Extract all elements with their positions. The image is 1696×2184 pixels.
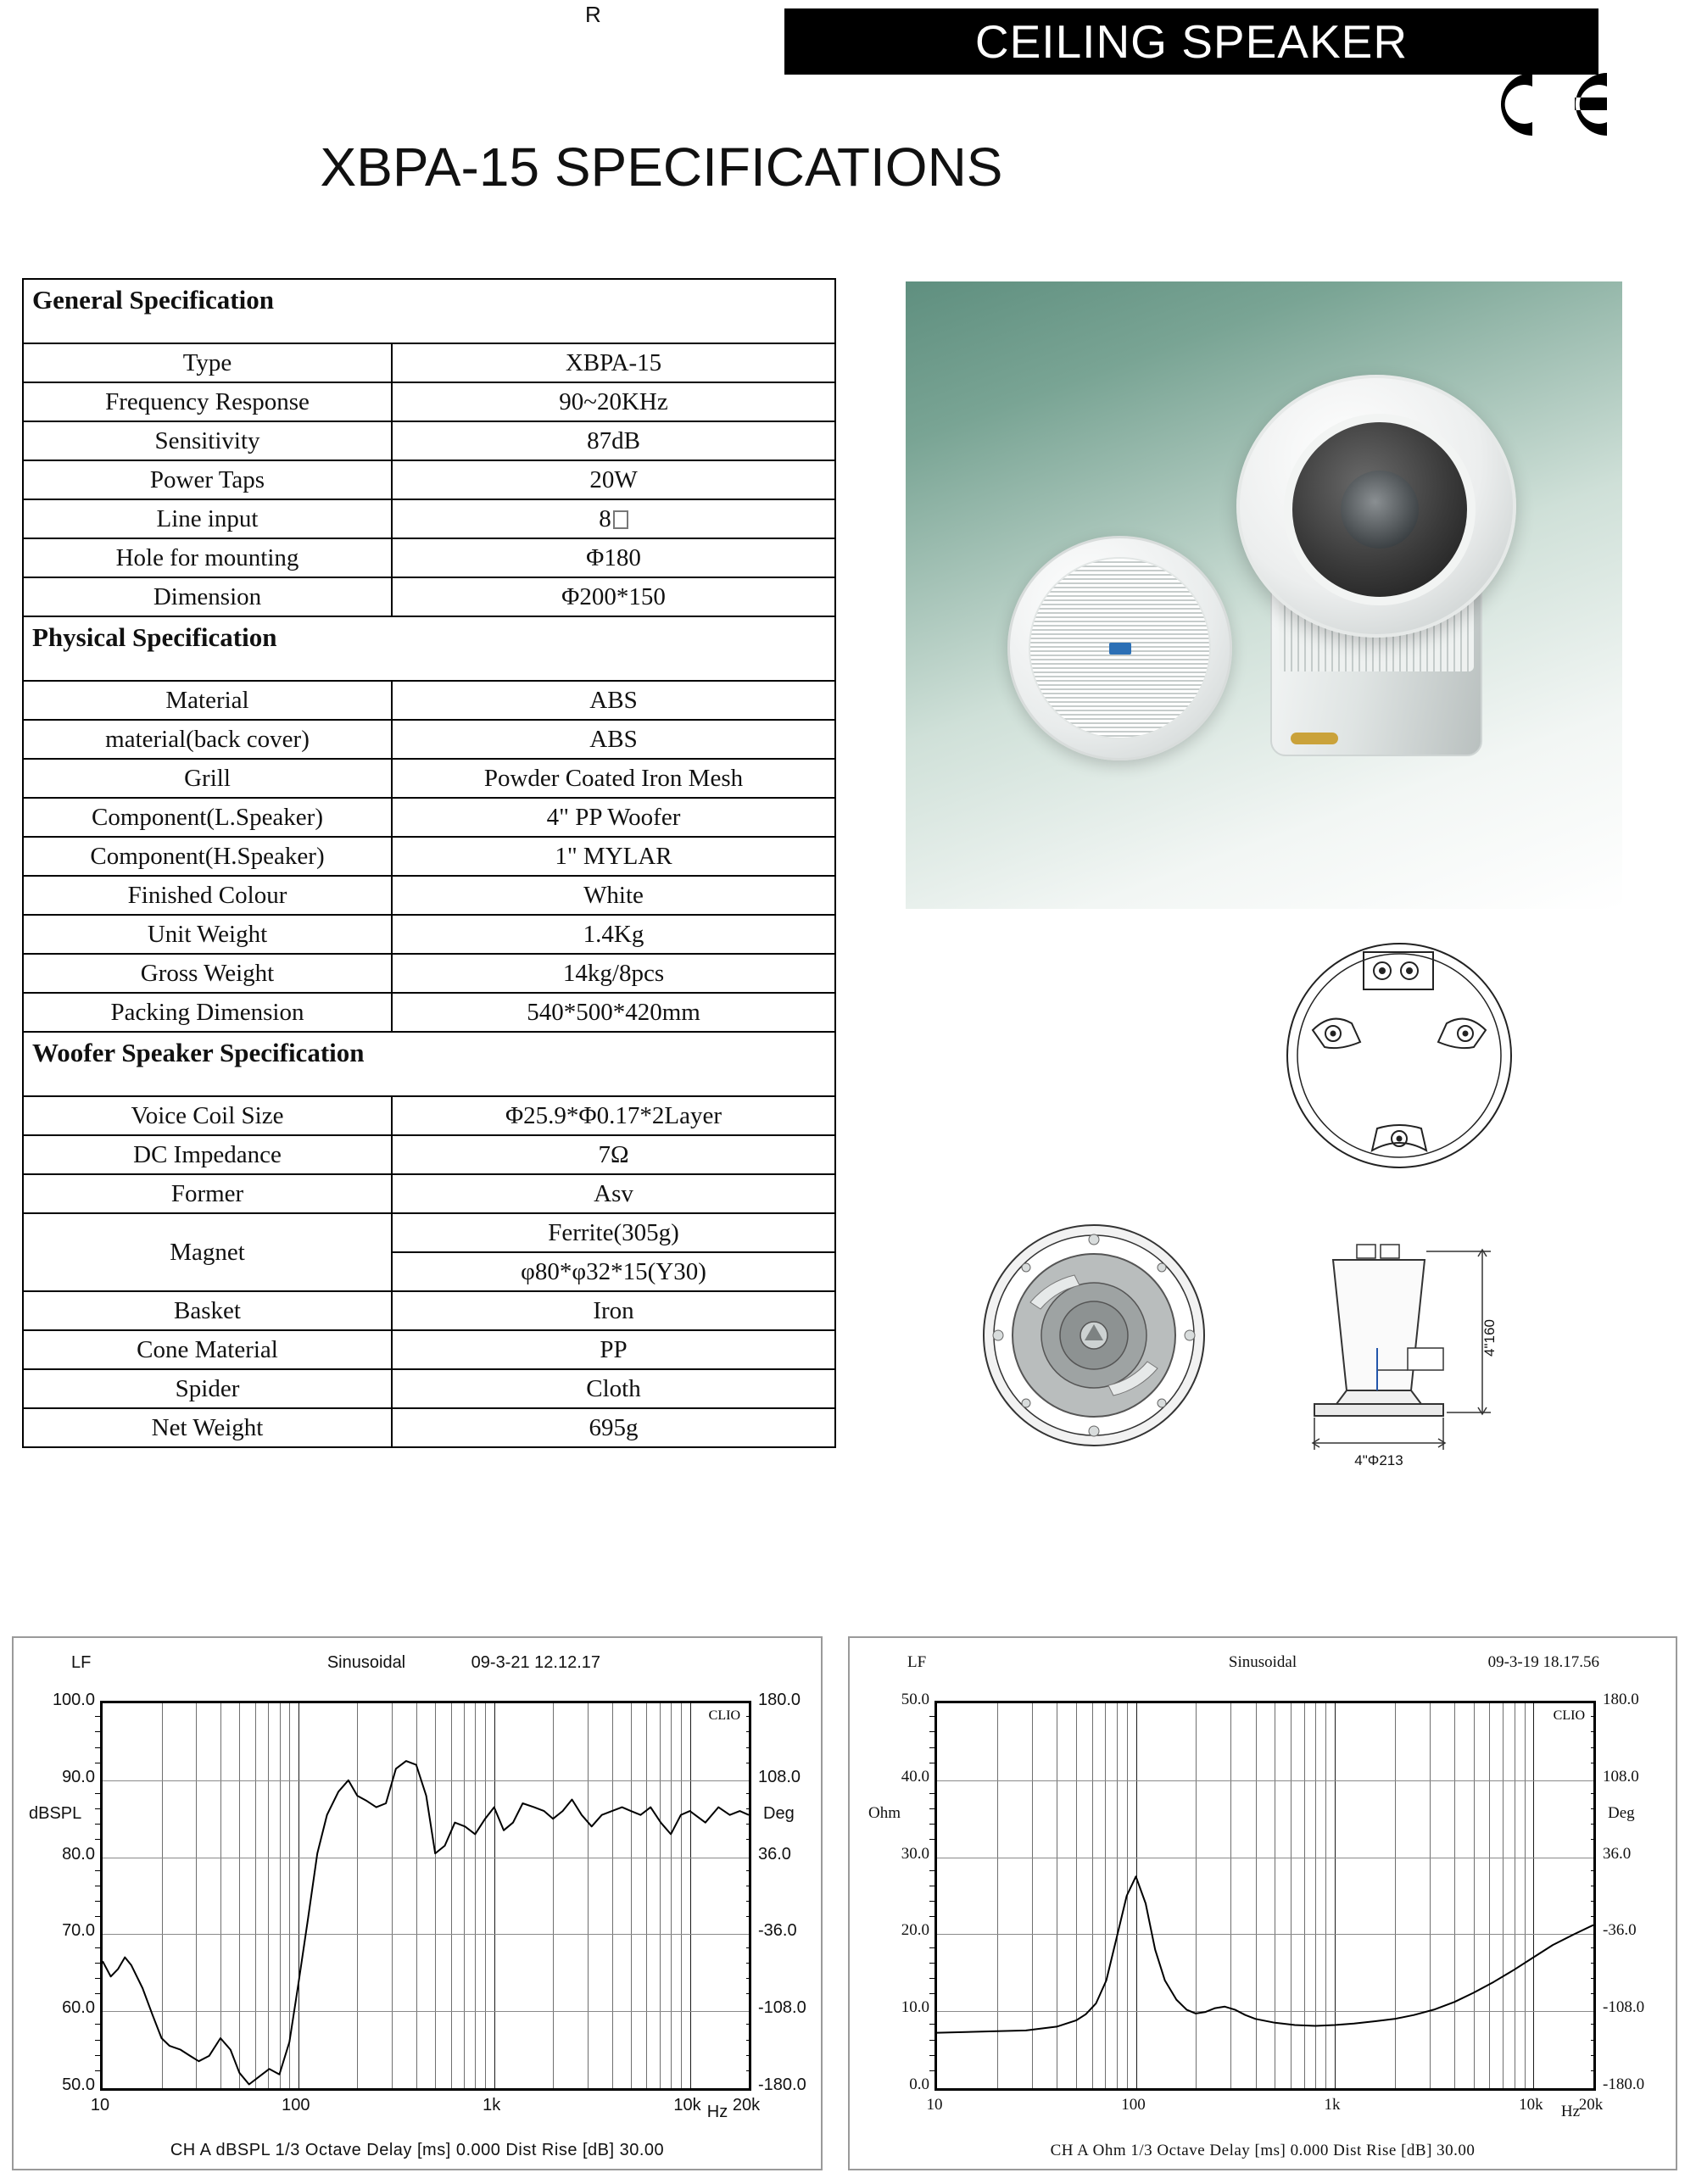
chart-right-y2-axis-title: Deg (1608, 1804, 1635, 1822)
spec-label: Gross Weight (23, 954, 392, 993)
spec-label: Unit Weight (23, 915, 392, 954)
table-row (23, 1369, 835, 1408)
x-axis-tick-label: 20k (732, 2096, 761, 2114)
page-title: XBPA-15 SPECIFICATIONS (320, 136, 1003, 198)
spec-label: Power Taps (23, 460, 392, 499)
table-row (23, 1174, 835, 1213)
table-row (23, 1330, 835, 1369)
spec-value: 1.4Kg (392, 915, 835, 954)
table-row (23, 1096, 835, 1135)
specification-table (22, 278, 836, 1448)
spec-label: Grill (23, 759, 392, 798)
y2-axis-tick-label: -180.0 (758, 2075, 806, 2094)
y2-axis-tick-label: 180.0 (758, 1691, 801, 1709)
table-row (23, 681, 835, 720)
spec-value: White (392, 876, 835, 915)
chart-trace (103, 1703, 749, 2088)
y-axis-tick-label: 30.0 (901, 1844, 929, 1863)
spec-label: Sensitivity (23, 421, 392, 460)
x-axis-tick-label: 10k (673, 2096, 701, 2114)
y2-axis-tick-label: -108.0 (1603, 1998, 1645, 2017)
spec-value: 1" MYLAR (392, 837, 835, 876)
terminal-block (1291, 733, 1338, 744)
table-row (23, 382, 835, 421)
banner-title: CEILING SPEAKER (974, 15, 1409, 68)
chart-right-y-axis-title: Ohm (868, 1804, 901, 1822)
ceiling-speaker-angled-photo (1236, 375, 1516, 638)
y2-axis-tickmarks (1591, 1701, 1598, 2086)
table-row (23, 954, 835, 993)
ceiling-speaker-front-photo (1007, 536, 1232, 760)
chart-left-plot-area (100, 1701, 751, 2091)
table-row (23, 837, 835, 876)
y2-axis-tick-label: -36.0 (758, 1921, 797, 1941)
chart-left-timestamp: 09-3-21 12.12.17 (471, 1653, 600, 1672)
back-view-drawing (1272, 937, 1526, 1174)
product-photo (906, 281, 1622, 909)
chart-right-timestamp: 09-3-19 18.17.56 (1487, 1653, 1599, 1671)
spec-value: 540*500*420mm (392, 993, 835, 1032)
chart-right-title: Sinusoidal (1228, 1653, 1297, 1671)
x-axis-tick-label: 1k (1324, 2096, 1341, 2114)
table-row (23, 421, 835, 460)
y2-axis-tick-label: -108.0 (758, 1998, 806, 2018)
spec-label: Component(H.Speaker) (23, 837, 392, 876)
table-row (23, 1408, 835, 1447)
x-axis-tick-label: 100 (282, 2096, 310, 2114)
spec-value: 20W (392, 460, 835, 499)
spec-label: Dimension (23, 577, 392, 616)
table-row (23, 759, 835, 798)
spec-value: Asv (392, 1174, 835, 1213)
table-row (23, 1213, 835, 1252)
spec-label: Packing Dimension (23, 993, 392, 1032)
y-axis-tick-label: 60.0 (62, 1998, 95, 2018)
spec-value: 8 (392, 499, 835, 538)
chart-left-title: Sinusoidal (326, 1653, 406, 1672)
y-axis-tick-label: 0.0 (909, 2075, 929, 2093)
speaker-cone (1341, 471, 1419, 549)
ceiling-speaker-banner (784, 8, 1598, 75)
chart-right-x-axis-unit: Hz (1560, 2103, 1581, 2120)
impedance-chart-panel (848, 1636, 1677, 2170)
y-axis-tick-label: 50.0 (901, 1691, 929, 1708)
ohm-box-icon (613, 510, 628, 529)
spec-label: DC Impedance (23, 1135, 392, 1174)
y2-axis-tick-label: -36.0 (1603, 1921, 1637, 1940)
x-axis-tick-label: 20k (1578, 2096, 1604, 2114)
spec-label: Net Weight (23, 1408, 392, 1447)
y-axis-tick-label: 10.0 (901, 1998, 929, 2017)
spec-value: Cloth (392, 1369, 835, 1408)
y-axis-tickmarks (92, 1701, 100, 2086)
spec-value: XBPA-15 (392, 343, 835, 382)
y-axis-tick-label: 70.0 (62, 1921, 95, 1941)
spec-value-secondary: φ80*φ32*15(Y30) (392, 1252, 835, 1291)
table-row (23, 1291, 835, 1330)
brand-badge (1109, 643, 1131, 655)
table-row (23, 343, 835, 382)
x-axis-tick-label: 10k (1519, 2096, 1543, 2114)
spec-section-header (23, 616, 835, 681)
chart-left-x-axis-unit: Hz (706, 2103, 728, 2121)
spec-label: Line input (23, 499, 392, 538)
y-axis-tick-label: 90.0 (62, 1767, 95, 1786)
spec-value: 90~20KHz (392, 382, 835, 421)
table-row (23, 798, 835, 837)
y2-axis-tick-label: 36.0 (758, 1844, 791, 1864)
spec-value: 4" PP Woofer (392, 798, 835, 837)
spec-section-header (23, 1032, 835, 1096)
table-row (23, 577, 835, 616)
spec-label: Spider (23, 1369, 392, 1408)
table-row (23, 499, 835, 538)
y2-axis-tick-label: 108.0 (758, 1767, 801, 1786)
y-axis-tick-label: 20.0 (901, 1921, 929, 1940)
spec-label: Basket (23, 1291, 392, 1330)
table-row (23, 1135, 835, 1174)
chart-right-footer: CH A Ohm 1/3 Octave Delay [ms] 0.000 Dist Rise [dB] 30.00 (1050, 2142, 1476, 2159)
side-width-dim-label: 4"Φ213 (1354, 1452, 1403, 1468)
spec-value: Powder Coated Iron Mesh (392, 759, 835, 798)
y-axis-tick-label: 40.0 (901, 1767, 929, 1786)
spec-label: Material (23, 681, 392, 720)
table-row (23, 915, 835, 954)
chart-right-corner-label: LF (907, 1653, 927, 1671)
table-row (23, 876, 835, 915)
spec-section-title: Woofer Speaker Specification (23, 1032, 835, 1096)
spec-value: Φ25.9*Φ0.17*2Layer (392, 1096, 835, 1135)
side-view-drawing (1272, 1221, 1577, 1475)
table-row (23, 993, 835, 1032)
chart-right-plot-area (934, 1701, 1596, 2091)
spec-value: 7Ω (392, 1135, 835, 1174)
spec-value: 14kg/8pcs (392, 954, 835, 993)
y-axis-tick-label: 100.0 (52, 1691, 95, 1709)
y-axis-tick-label: 50.0 (62, 2075, 95, 2094)
spec-value: 695g (392, 1408, 835, 1447)
spec-value: 87dB (392, 421, 835, 460)
spec-section-title: Physical Specification (23, 616, 835, 681)
chart-right-header (850, 1653, 1676, 1679)
side-height-dim-label: 4"160 (1481, 1319, 1498, 1357)
chart-right-watermark: CLIO (1553, 1708, 1585, 1723)
ce-mark-icon (1480, 66, 1615, 142)
x-axis-tick-label: 1k (483, 2096, 501, 2114)
table-row (23, 538, 835, 577)
y2-axis-tickmarks (746, 1701, 754, 2086)
spec-label: Magnet (23, 1213, 392, 1291)
chart-left-y-axis-title: dBSPL (29, 1804, 82, 1823)
x-axis-tick-label: 100 (1121, 2096, 1146, 2114)
spec-value: ABS (392, 720, 835, 759)
x-axis-tick-label: 10 (90, 2096, 110, 2114)
y2-axis-tick-label: 36.0 (1603, 1844, 1632, 1863)
spec-label: Frequency Response (23, 382, 392, 421)
chart-left-y2-axis-title: Deg (763, 1804, 795, 1823)
x-axis-tick-label: 10 (926, 2096, 943, 2114)
spec-value: Iron (392, 1291, 835, 1330)
spec-label: Former (23, 1174, 392, 1213)
spec-label: Type (23, 343, 392, 382)
frequency-response-chart-panel (12, 1636, 823, 2170)
spec-label: Cone Material (23, 1330, 392, 1369)
spec-label: Component(L.Speaker) (23, 798, 392, 837)
spec-value: Ferrite(305g) (392, 1213, 835, 1252)
table-row (23, 460, 835, 499)
spec-value: Φ200*150 (392, 577, 835, 616)
chart-left-header (14, 1653, 821, 1679)
y2-axis-tick-label: -180.0 (1603, 2075, 1645, 2093)
spec-value: ABS (392, 681, 835, 720)
registered-trademark-mark: R (585, 2, 601, 27)
front-view-drawing (979, 1221, 1208, 1450)
spec-label: Finished Colour (23, 876, 392, 915)
spec-section-title: General Specification (23, 279, 835, 343)
chart-left-corner-label: LF (71, 1653, 92, 1672)
y-axis-tick-label: 80.0 (62, 1844, 95, 1864)
spec-label: material(back cover) (23, 720, 392, 759)
table-row (23, 720, 835, 759)
spec-value: PP (392, 1330, 835, 1369)
spec-label: Voice Coil Size (23, 1096, 392, 1135)
spec-label: Hole for mounting (23, 538, 392, 577)
spec-value: Φ180 (392, 538, 835, 577)
spec-section-header (23, 279, 835, 343)
speaker-inner-cavity (1284, 414, 1476, 605)
y2-axis-tick-label: 180.0 (1603, 1691, 1639, 1708)
y-axis-tickmarks (927, 1701, 934, 2086)
chart-left-watermark: CLIO (708, 1708, 740, 1723)
y2-axis-tick-label: 108.0 (1603, 1767, 1639, 1786)
chart-trace (937, 1703, 1593, 2088)
chart-left-footer: CH A dBSPL 1/3 Octave Delay [ms] 0.000 Dist Rise [dB] 30.00 (170, 2141, 665, 2159)
